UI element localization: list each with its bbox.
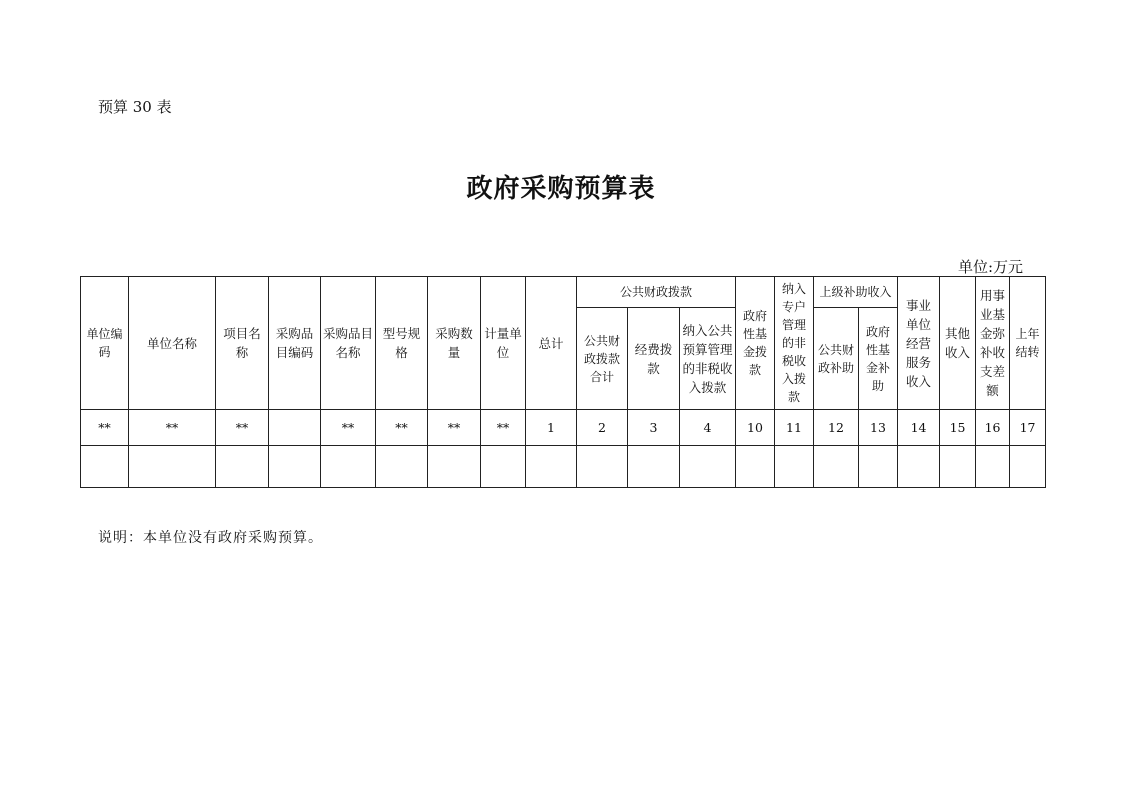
header-service-income: 事业单位经营服务收入: [898, 277, 940, 410]
header-unit-code: 单位编码: [81, 277, 129, 410]
index-cell: 1: [526, 410, 577, 446]
header-row-top: [81, 277, 1046, 308]
data-cell: [321, 446, 376, 488]
header-superior-subsidy-group: 上级补助收入: [814, 277, 898, 308]
index-cell: 17: [1010, 410, 1046, 446]
index-cell: **: [376, 410, 428, 446]
header-superior-public-finance: 公共财政补助: [814, 308, 859, 410]
index-cell: 10: [736, 410, 775, 446]
index-cell: 2: [577, 410, 628, 446]
index-cell: **: [216, 410, 269, 446]
data-cell: [898, 446, 940, 488]
header-other-income: 其他收入: [940, 277, 976, 410]
unit-label: 单位:万元: [958, 258, 1024, 276]
index-cell: 3: [628, 410, 680, 446]
data-cell: [376, 446, 428, 488]
index-cell: **: [321, 410, 376, 446]
index-cell: 13: [859, 410, 898, 446]
data-cell: [129, 446, 216, 488]
data-cell: [428, 446, 481, 488]
empty-data-row: [81, 446, 1046, 488]
data-cell: [481, 446, 526, 488]
data-cell: [680, 446, 736, 488]
header-nontax-in-budget: 纳入公共预算管理的非税收入拨款: [680, 308, 736, 410]
index-cell: 16: [976, 410, 1010, 446]
header-unit-name: 单位名称: [129, 277, 216, 410]
index-cell: 4: [680, 410, 736, 446]
data-cell: [577, 446, 628, 488]
index-cell: 11: [775, 410, 814, 446]
header-item-name: 采购品目名称: [321, 277, 376, 410]
header-measure-unit: 计量单位: [481, 277, 526, 410]
header-nontax-special: 纳入专户管理的非税收入拨款: [775, 277, 814, 410]
data-cell: [814, 446, 859, 488]
data-cell: [859, 446, 898, 488]
index-cell: 12: [814, 410, 859, 446]
index-cell: **: [428, 410, 481, 446]
header-fund-balance: 用事业基金弥补收支差额: [976, 277, 1010, 410]
data-cell: [216, 446, 269, 488]
data-cell: [940, 446, 976, 488]
data-cell: [269, 446, 321, 488]
index-cell: **: [481, 410, 526, 446]
data-cell: [736, 446, 775, 488]
header-public-finance-group: 公共财政拨款: [577, 277, 736, 308]
data-cell: [628, 446, 680, 488]
index-cell: 14: [898, 410, 940, 446]
explanation-note: 说明：本单位没有政府采购预算。: [98, 530, 323, 546]
data-cell: [976, 446, 1010, 488]
index-cell: **: [81, 410, 129, 446]
header-gov-fund: 政府性基金拨款: [736, 277, 775, 410]
header-item-code: 采购品目编码: [269, 277, 321, 410]
header-carryover: 上年结转: [1010, 277, 1046, 410]
data-cell: [775, 446, 814, 488]
data-cell: [1010, 446, 1046, 488]
procurement-budget-table: [80, 276, 1046, 488]
header-model: 型号规格: [376, 277, 428, 410]
header-total: 总计: [526, 277, 577, 410]
index-row: [81, 410, 1046, 446]
header-superior-gov-fund: 政府性基金补助: [859, 308, 898, 410]
header-operating-funds: 经费拨款: [628, 308, 680, 410]
index-cell: 15: [940, 410, 976, 446]
header-public-finance-total: 公共财政拨款合计: [577, 308, 628, 410]
header-project-name: 项目名称: [216, 277, 269, 410]
data-cell: [81, 446, 129, 488]
document-code: 预算 30 表: [98, 98, 172, 116]
index-cell: [269, 410, 321, 446]
index-cell: **: [129, 410, 216, 446]
header-quantity: 采购数量: [428, 277, 481, 410]
page-title: 政府采购预算表: [466, 174, 656, 204]
data-cell: [526, 446, 577, 488]
